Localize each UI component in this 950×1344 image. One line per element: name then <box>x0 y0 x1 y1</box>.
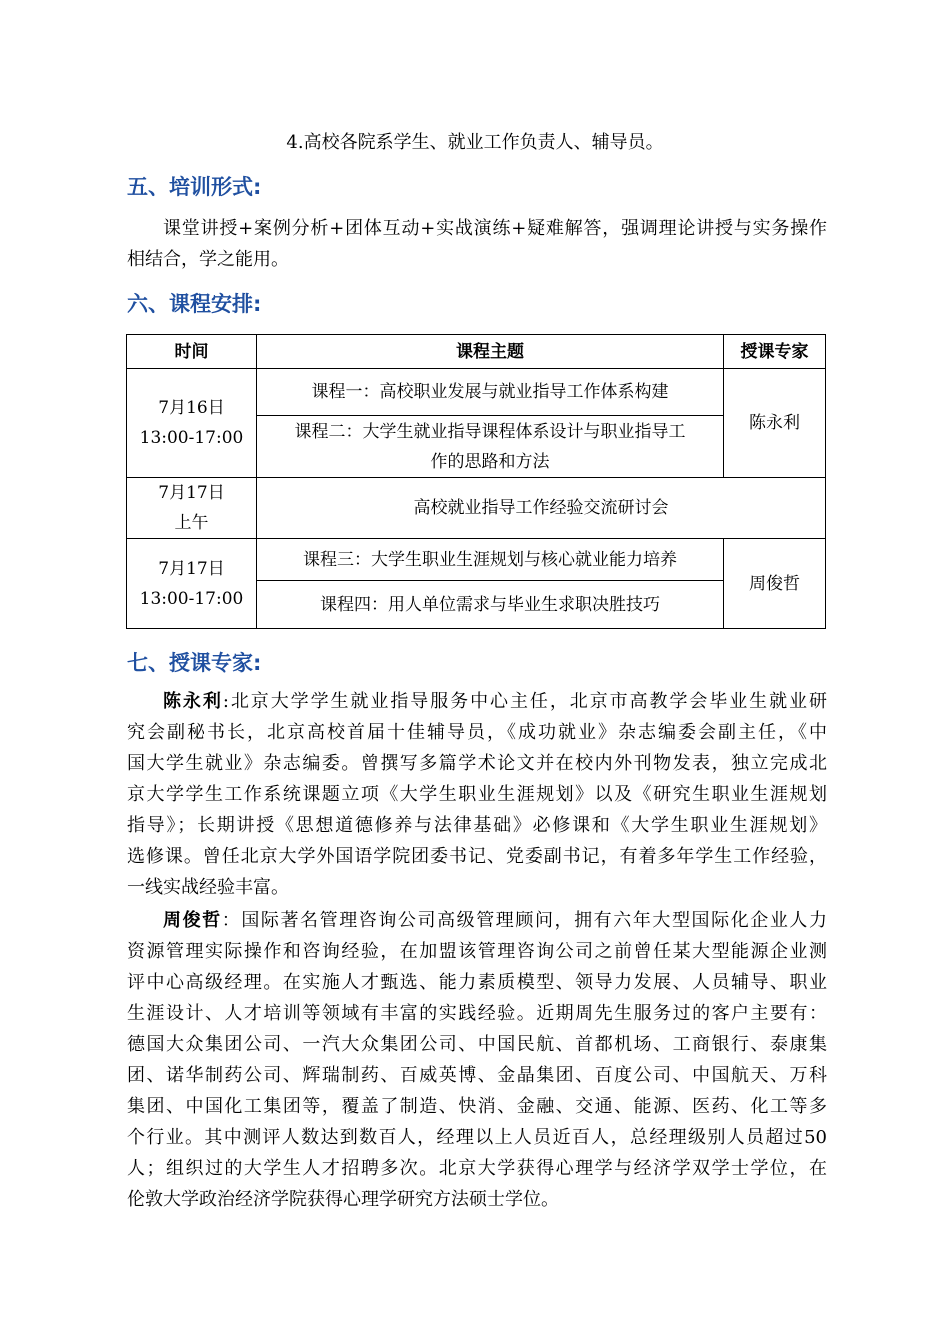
bio-line: 指导》；长期讲授《思想道德修养与法律基础》必修课和《大学生职业生涯规划》 <box>127 815 827 836</box>
expert-2-name: 周俊哲 <box>163 910 222 931</box>
bio-line: 个行业。其中测评人数达到数百人，经理以上人员近百人，总经理级别人员超过50 <box>127 1127 827 1148</box>
bio-line: 伦敦大学政治经济学院获得心理学研究方法硕士学位。 <box>127 1189 559 1210</box>
course-topic-cell: 课程三：大学生职业生涯规划与核心就业能力培养 <box>257 539 724 581</box>
audience-item-4: 4.高校各院系学生、就业工作负责人、辅导员。 <box>286 132 664 153</box>
expert-cell: 周俊哲 <box>724 539 826 629</box>
bio-line: 德国大众集团公司、一汽大众集团公司、中国民航、首都机场、工商银行、泰康集 <box>127 1034 827 1055</box>
schedule-date: 7月17日 <box>158 558 225 579</box>
bio-line: 生涯设计、人才培训等领域有丰富的实践经验。近期周先生服务过的客户主要有： <box>127 1003 827 1024</box>
bio-line: 团、诺华制药公司、辉瑞制药、百威英博、金晶集团、百度公司、中国航天、万科 <box>127 1065 827 1086</box>
schedule-hours: 13:00-17:00 <box>139 428 244 448</box>
bio-line: 评中心高级经理。在实施人才甄选、能力素质模型、领导力发展、人员辅导、职业 <box>127 972 827 993</box>
expert-1-sep: : <box>222 691 229 712</box>
course-topic-cell: 课程四：用人单位需求与毕业生求职决胜技巧 <box>257 581 724 629</box>
expert-cell: 陈永利 <box>724 369 826 478</box>
bio-line: 京大学学生工作系统课题立项《大学生职业生涯规划》以及《研究生职业生涯规划 <box>127 784 827 805</box>
table-row <box>127 539 826 581</box>
header-topic: 课程主题 <box>257 335 724 369</box>
header-expert: 授课专家 <box>724 335 826 369</box>
schedule-hours: 上午 <box>174 513 209 533</box>
bio-line <box>127 905 827 936</box>
section-5-line: 相结合，学之能用。 <box>127 249 289 270</box>
expert-2-sep: ： <box>221 910 242 931</box>
bio-line: 一线实战经验丰富。 <box>127 877 289 898</box>
bio-line: 集团、中国化工集团等，覆盖了制造、快消、金融、交通、能源、医药、化工等多 <box>127 1096 827 1117</box>
expert-1-bio <box>127 686 827 903</box>
section-5-line: 课堂讲授+案例分析+团体互动+实战演练+疑难解答，强调理论讲授与实务操作 <box>163 218 827 239</box>
bio-line: 选修课。曾任北京大学外国语学院团委书记、党委副书记，有着多年学生工作经验， <box>127 846 827 867</box>
section-7-heading: 七、授课专家: <box>127 651 262 675</box>
section-5-body <box>127 213 827 275</box>
expert-2-bio <box>127 905 827 1215</box>
section-6-heading: 六、课程安排: <box>127 292 262 316</box>
expert-1-name: 陈永利 <box>163 691 223 712</box>
seminar-topic-cell: 高校就业指导工作经验交流研讨会 <box>257 478 826 539</box>
bio-line: 资源管理实际操作和咨询经验，在加盟该管理咨询公司之前曾任某大型能源企业测 <box>127 941 827 962</box>
header-time: 时间 <box>127 335 257 369</box>
schedule-time-cell <box>127 539 257 629</box>
course-topic-line: 课程二：大学生就业指导课程体系设计与职业指导工 <box>294 421 686 442</box>
table-row <box>127 369 826 416</box>
section-5-heading: 五、培训形式: <box>127 175 262 199</box>
schedule-time-cell <box>127 369 257 478</box>
course-schedule-table <box>126 334 826 629</box>
schedule-hours: 13:00-17:00 <box>139 588 244 609</box>
table-header-row <box>127 335 826 369</box>
schedule-date: 7月17日 <box>158 483 225 503</box>
schedule-time-cell <box>127 478 257 539</box>
bio-text: 国际著名管理咨询公司高级管理顾问，拥有六年大型国际化企业人力 <box>241 910 828 931</box>
bio-line: 究会副秘书长，北京高校首届十佳辅导员，《成功就业》杂志编委会副主任，《中 <box>127 722 827 743</box>
course-topic-cell <box>257 416 724 478</box>
course-topic-line: 作的思路和方法 <box>430 451 550 472</box>
bio-text: 北京大学学生就业指导服务中心主任，北京市高教学会毕业生就业研 <box>228 691 827 712</box>
bio-line: 人；组织过的大学生人才招聘多次。北京大学获得心理学与经济学双学士学位，在 <box>127 1158 827 1179</box>
table-row <box>127 478 826 539</box>
schedule-date: 7月16日 <box>158 398 225 418</box>
bio-line <box>127 686 827 717</box>
bio-line: 国大学生就业》杂志编委。曾撰写多篇学术论文并在校内外刊物发表，独立完成北 <box>127 753 827 774</box>
course-topic-cell: 课程一：高校职业发展与就业指导工作体系构建 <box>257 369 724 416</box>
